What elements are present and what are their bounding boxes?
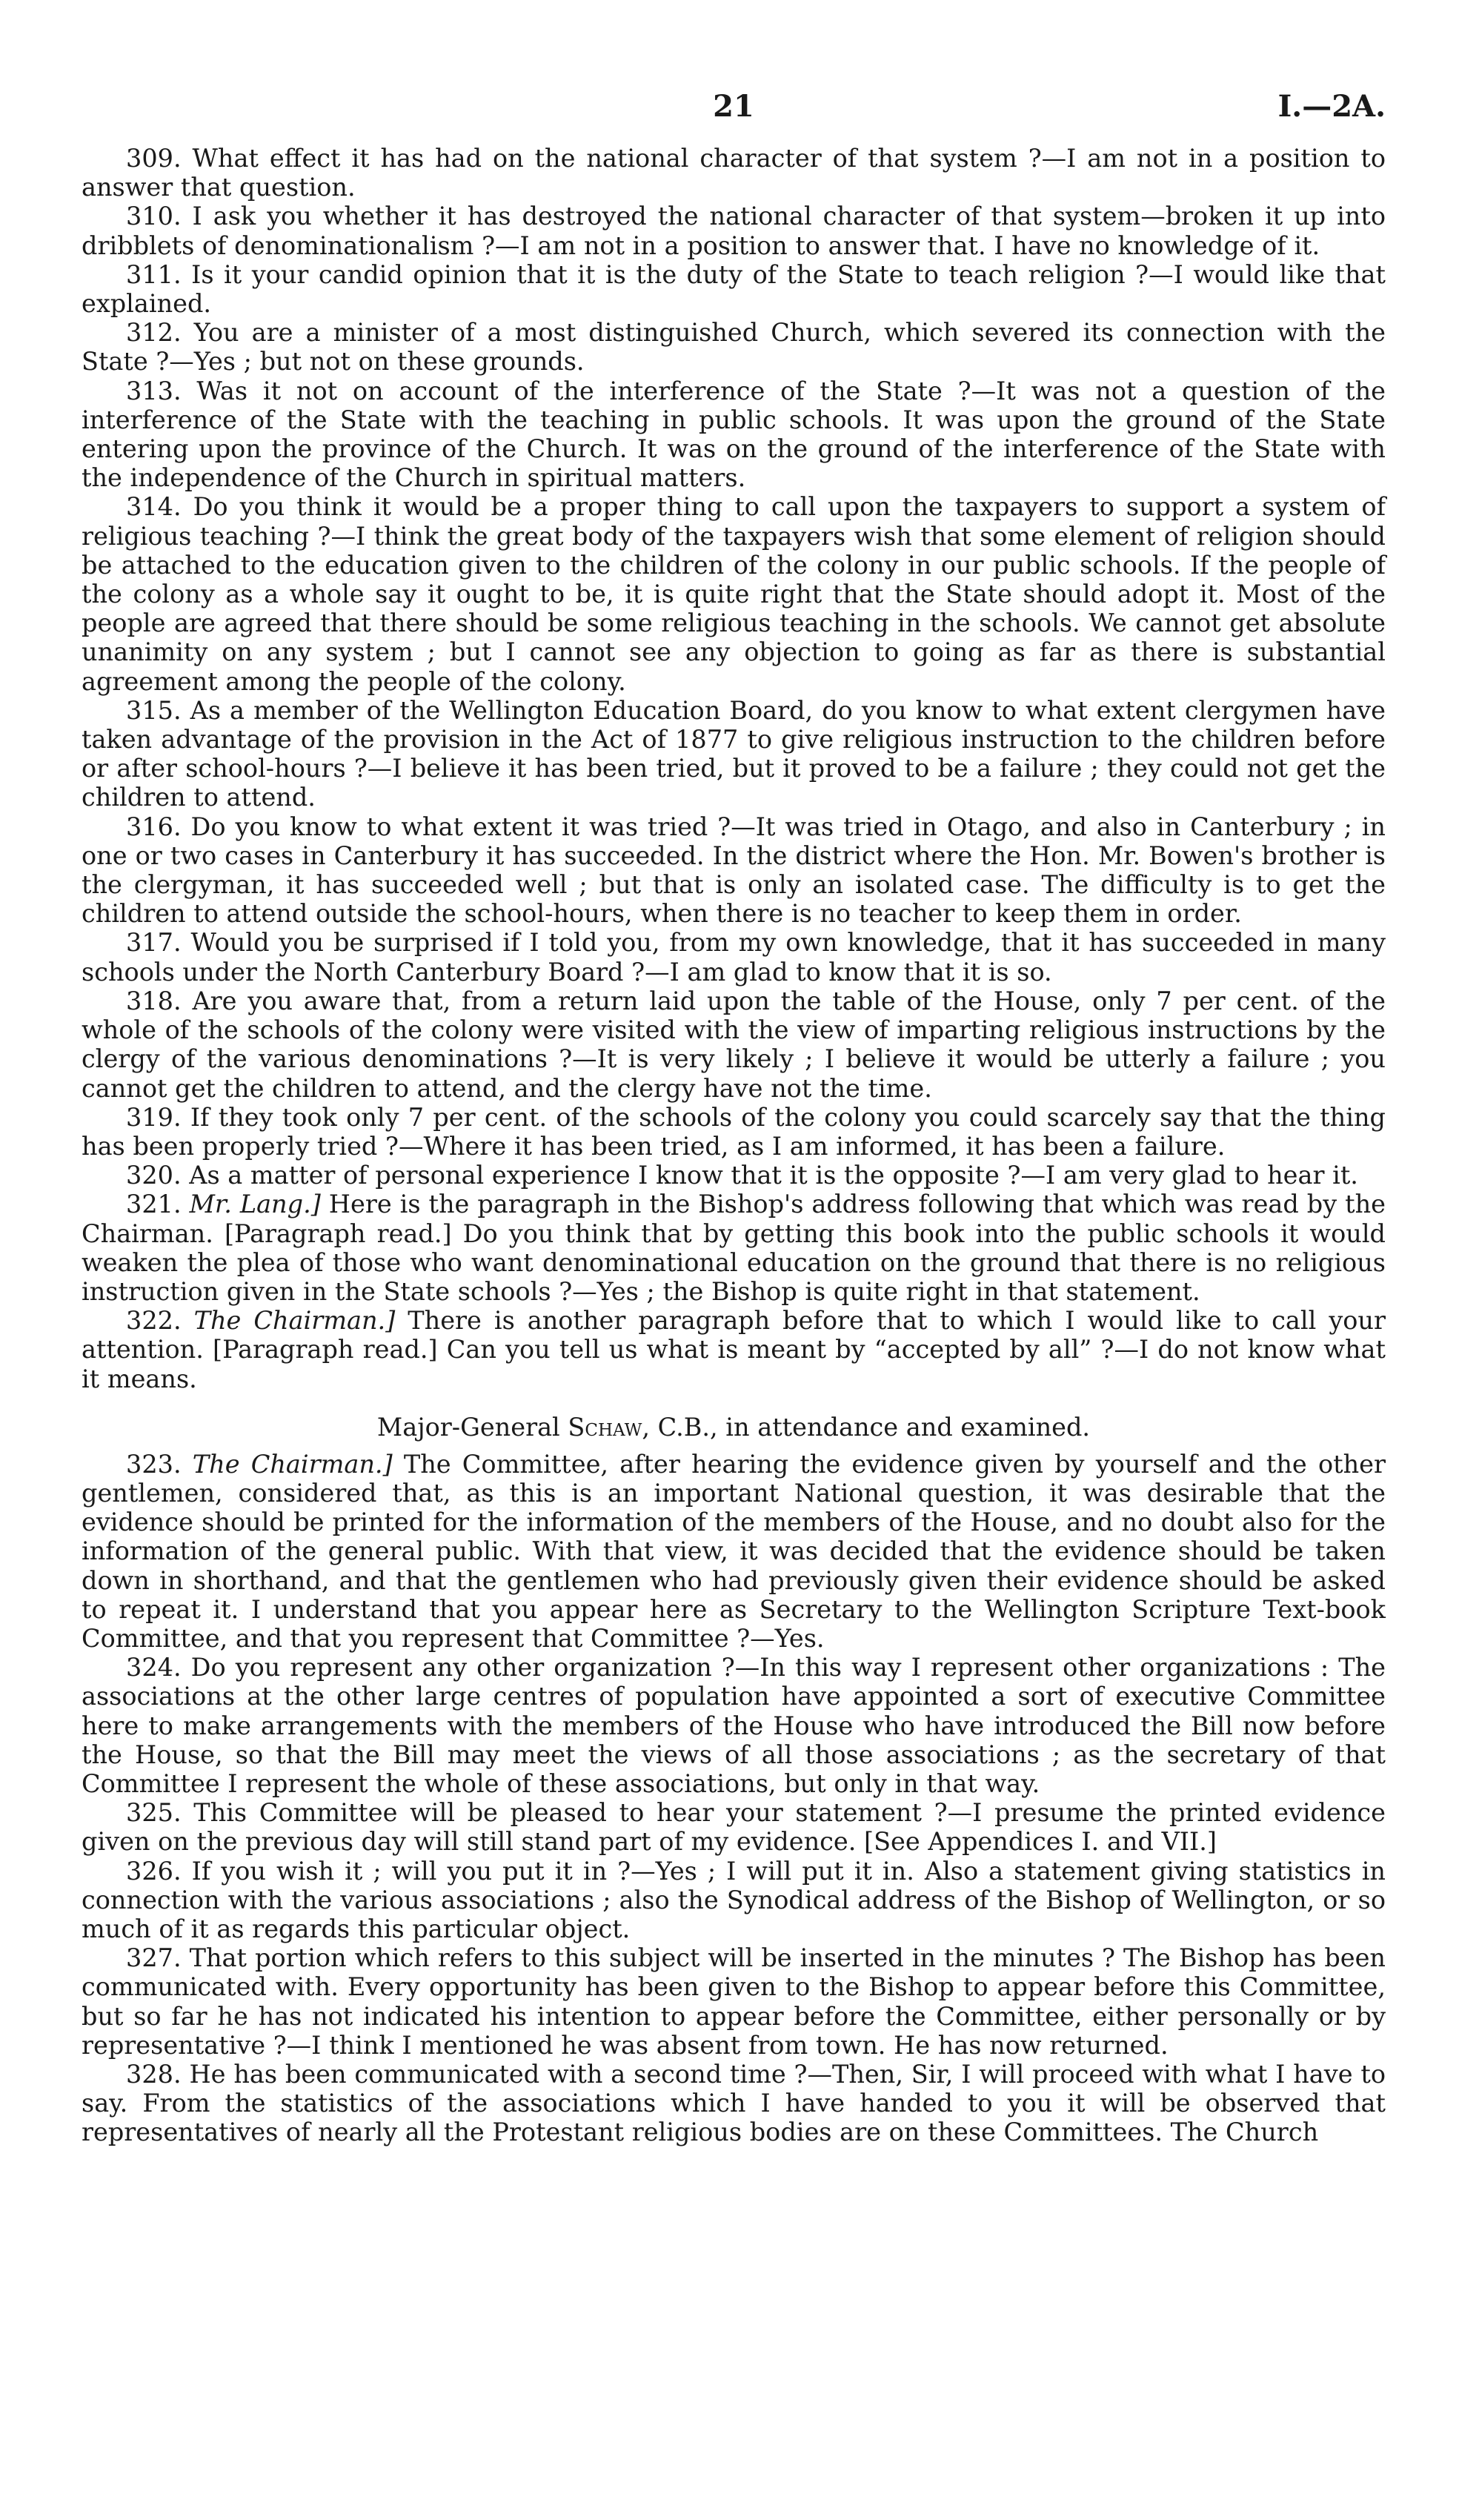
question-number: 324. xyxy=(126,1653,182,1682)
question-number: 328. xyxy=(126,2060,182,2089)
question-text: That portion which refers to this subject will be inserted in the minutes ? The Bishop has been communicated with. Every opportunity has been given to the Bishop to appear before this Committee, but so far he has not indicated his intention to appear before the Committee, either personally or by representative ?—I think I mentioned he was absent from town. He has now returned. xyxy=(82,1943,1386,2060)
question-text: What effect it has had on the national character of that system ?—I am not in a position to answer that question. xyxy=(82,144,1386,202)
question-text: I ask you whether it has destroyed the national character of that system—broken it up into dribblets of denominationalism ?—I am not in a position to answer that. I have no knowledge of it. xyxy=(82,202,1386,260)
question-paragraph xyxy=(82,696,1386,812)
speaker-name: Mr. Lang.] xyxy=(189,1190,321,1219)
speaker-name: The Chairman.] xyxy=(193,1306,396,1336)
question-text: If you wish it ; will you put it in ?—Yes ; I will put it in. Also a statement giving statistics in connection with the various associations ; also the Synodical address of the Bishop of Wellington, or so much of it as regards this particular object. xyxy=(82,1856,1386,1943)
question-text: Here is the paragraph in the Bishop's address following that which was read by the Chairman. [Paragraph read.] Do you think that by getting this book into the public schools it would weaken the plea of those who want denominational education on the ground that there is no religious instruction given in the State schools ?—Yes ; the Bishop is quite right in that statement. xyxy=(82,1190,1386,1306)
question-text: You are a minister of a most distinguished Church, which severed its connection with the State ?—Yes ; but not on these grounds. xyxy=(82,318,1386,377)
question-text: Are you aware that, from a return laid upon the table of the House, only 7 per cent. of the whole of the schools of the colony were visited with the view of imparting religious instructions by the clergy of the various denominations ?—It is very likely ; I believe it would be utterly a failure ; you cannot get the children to attend, and the clergy have not the time. xyxy=(82,986,1386,1103)
testimony-section-a xyxy=(82,144,1386,1393)
question-number: 317. xyxy=(126,928,182,958)
question-paragraph xyxy=(82,144,1386,202)
question-text: As a matter of personal experience I know that it is the opposite ?—I am very glad to hear it. xyxy=(189,1161,1358,1190)
question-number: 312. xyxy=(126,318,182,348)
question-text: Do you think it would be a proper thing to call upon the taxpayers to support a system of religious teaching ?—I think the great body of the taxpayers wish that some element of religion should be attached to the education given to the children of the colony in our public schools. If the people of the colony as a whole say it ought to be, it is quite right that the State should adopt it. Most of the people are agreed that there should be some religious teaching in the schools. We cannot get absolute unanimity on any system ; but I cannot see any objection to going as far as there is substantial agreement among the people of the colony. xyxy=(82,492,1386,696)
question-paragraph xyxy=(82,987,1386,1103)
question-number: 322. xyxy=(126,1306,182,1336)
question-paragraph xyxy=(82,812,1386,929)
question-text: As a member of the Wellington Education Board, do you know to what extent clergymen have taken advantage of the provision in the Act of 1877 to give religious instruction to the children before or after school-hours ?—I believe it has been tried, but it proved to be a failure ; they could not get the children to attend. xyxy=(82,695,1386,812)
question-paragraph xyxy=(82,202,1386,259)
speaker-name: The Chairman.] xyxy=(192,1449,393,1479)
page-header xyxy=(82,82,1386,133)
question-text: This Committee will be pleased to hear your statement ?—I presume the printed evidence given on the previous day will still stand part of my evidence. [See Appendices I. and VII.] xyxy=(82,1798,1386,1857)
question-text: Was it not on account of the interference of the State ?—It was not a question of the interference of the State with the teaching in public schools. It was upon the ground of the State entering upon the province of the Church. It was on the ground of the interference of the State with the independence of the Church in spiritual matters. xyxy=(82,376,1386,493)
question-text: If they took only 7 per cent. of the schools of the colony you could scarcely say that the thing has been properly tried ?—Where it has been tried, as I am informed, it has been a failure. xyxy=(82,1102,1386,1161)
question-paragraph xyxy=(82,928,1386,986)
question-number: 316. xyxy=(126,812,182,841)
question-text: Do you know to what extent it was tried ?—It was tried in Otago, and also in Canterbury ; in one or two cases in Canterbury it has succeeded. In the district where the Hon. Mr. Bowen's brother is the clergyman, it has succeeded well ; but that is only an isolated case. The difficulty is to get the children to attend outside the school-hours, when there is no teacher to keep them in order. xyxy=(82,812,1386,929)
question-text: The Committee, after hearing the evidence given by yourself and the other gentlemen, considered that, as this is an important National question, it was desirable that the evidence should be printed for the information of the members of the House, and no doubt also for the information of the general public. With that view, it was decided that the evidence should be taken down in shorthand, and that the gentlemen who had previously given their evidence should be asked to repeat it. I understand that you appear here as Secretary to the Wellington Scripture Text-book Committee, and that you represent that Committee ?—Yes. xyxy=(82,1449,1386,1653)
question-text: There is another paragraph before that to which I would like to call your attention. [Paragraph read.] Can you tell us what is meant by “accepted by all” ?—I do not know what it means. xyxy=(82,1306,1386,1393)
page-number: 21 xyxy=(713,89,754,124)
question-text: Do you represent any other organization ?—In this way I represent other organizations : The associations at the other large centres of population have appointed a sort of executive Committee here to make arrangements with the members of the House who have introduced the Bill now before the House, so that the Bill may meet the views of all those associations ; as the secretary of that Committee I represent the whole of these associations, but only in that way. xyxy=(82,1653,1386,1798)
question-number: 318. xyxy=(126,986,182,1015)
question-paragraph xyxy=(82,318,1386,376)
testimony-section-b xyxy=(82,1450,1386,2147)
witness-name: Schaw xyxy=(568,1412,642,1442)
question-number: 321. xyxy=(126,1190,182,1219)
question-paragraph xyxy=(82,1943,1386,2060)
question-number: 320. xyxy=(126,1161,182,1190)
question-paragraph xyxy=(82,1798,1386,1856)
question-number: 310. xyxy=(126,202,182,231)
question-number: 309. xyxy=(126,144,182,173)
question-paragraph xyxy=(82,1190,1386,1306)
witness-status: , C.B., in attendance and examined. xyxy=(642,1412,1091,1442)
question-paragraph xyxy=(82,1857,1386,1944)
question-paragraph xyxy=(82,1450,1386,1653)
document-reference: I.—2A. xyxy=(1277,89,1386,124)
question-number: 323. xyxy=(126,1449,182,1479)
question-number: 315. xyxy=(126,695,182,725)
question-number: 314. xyxy=(126,492,182,522)
question-paragraph xyxy=(82,260,1386,318)
witness-title: Major-General xyxy=(376,1412,568,1442)
question-number: 326. xyxy=(126,1856,182,1886)
question-paragraph xyxy=(82,2060,1386,2147)
question-number: 313. xyxy=(126,376,182,405)
question-number: 319. xyxy=(126,1102,182,1132)
document-page xyxy=(82,82,1386,2147)
question-text: Is it your candid opinion that it is the duty of the State to teach religion ?—I would like that explained. xyxy=(82,259,1386,319)
question-paragraph xyxy=(82,1103,1386,1161)
question-paragraph xyxy=(82,1161,1386,1190)
question-paragraph xyxy=(82,1306,1386,1393)
witness-heading xyxy=(82,1413,1386,1442)
question-number: 325. xyxy=(126,1798,182,1828)
question-number: 327. xyxy=(126,1943,182,1973)
question-paragraph xyxy=(82,377,1386,493)
question-text: Would you be surprised if I told you, from my own knowledge, that it has succeeded in many schools under the North Canterbury Board ?—I am glad to know that it is so. xyxy=(82,928,1386,987)
question-paragraph xyxy=(82,492,1386,695)
question-paragraph xyxy=(82,1653,1386,1798)
question-number: 311. xyxy=(126,259,182,289)
question-text: He has been communicated with a second time ?—Then, Sir, I will proceed with what I have to say. From the statistics of the associations which I have handed to you it will be observed that representatives of nearly all the Protestant religious bodies are on these Committees. The Church xyxy=(82,2060,1386,2147)
